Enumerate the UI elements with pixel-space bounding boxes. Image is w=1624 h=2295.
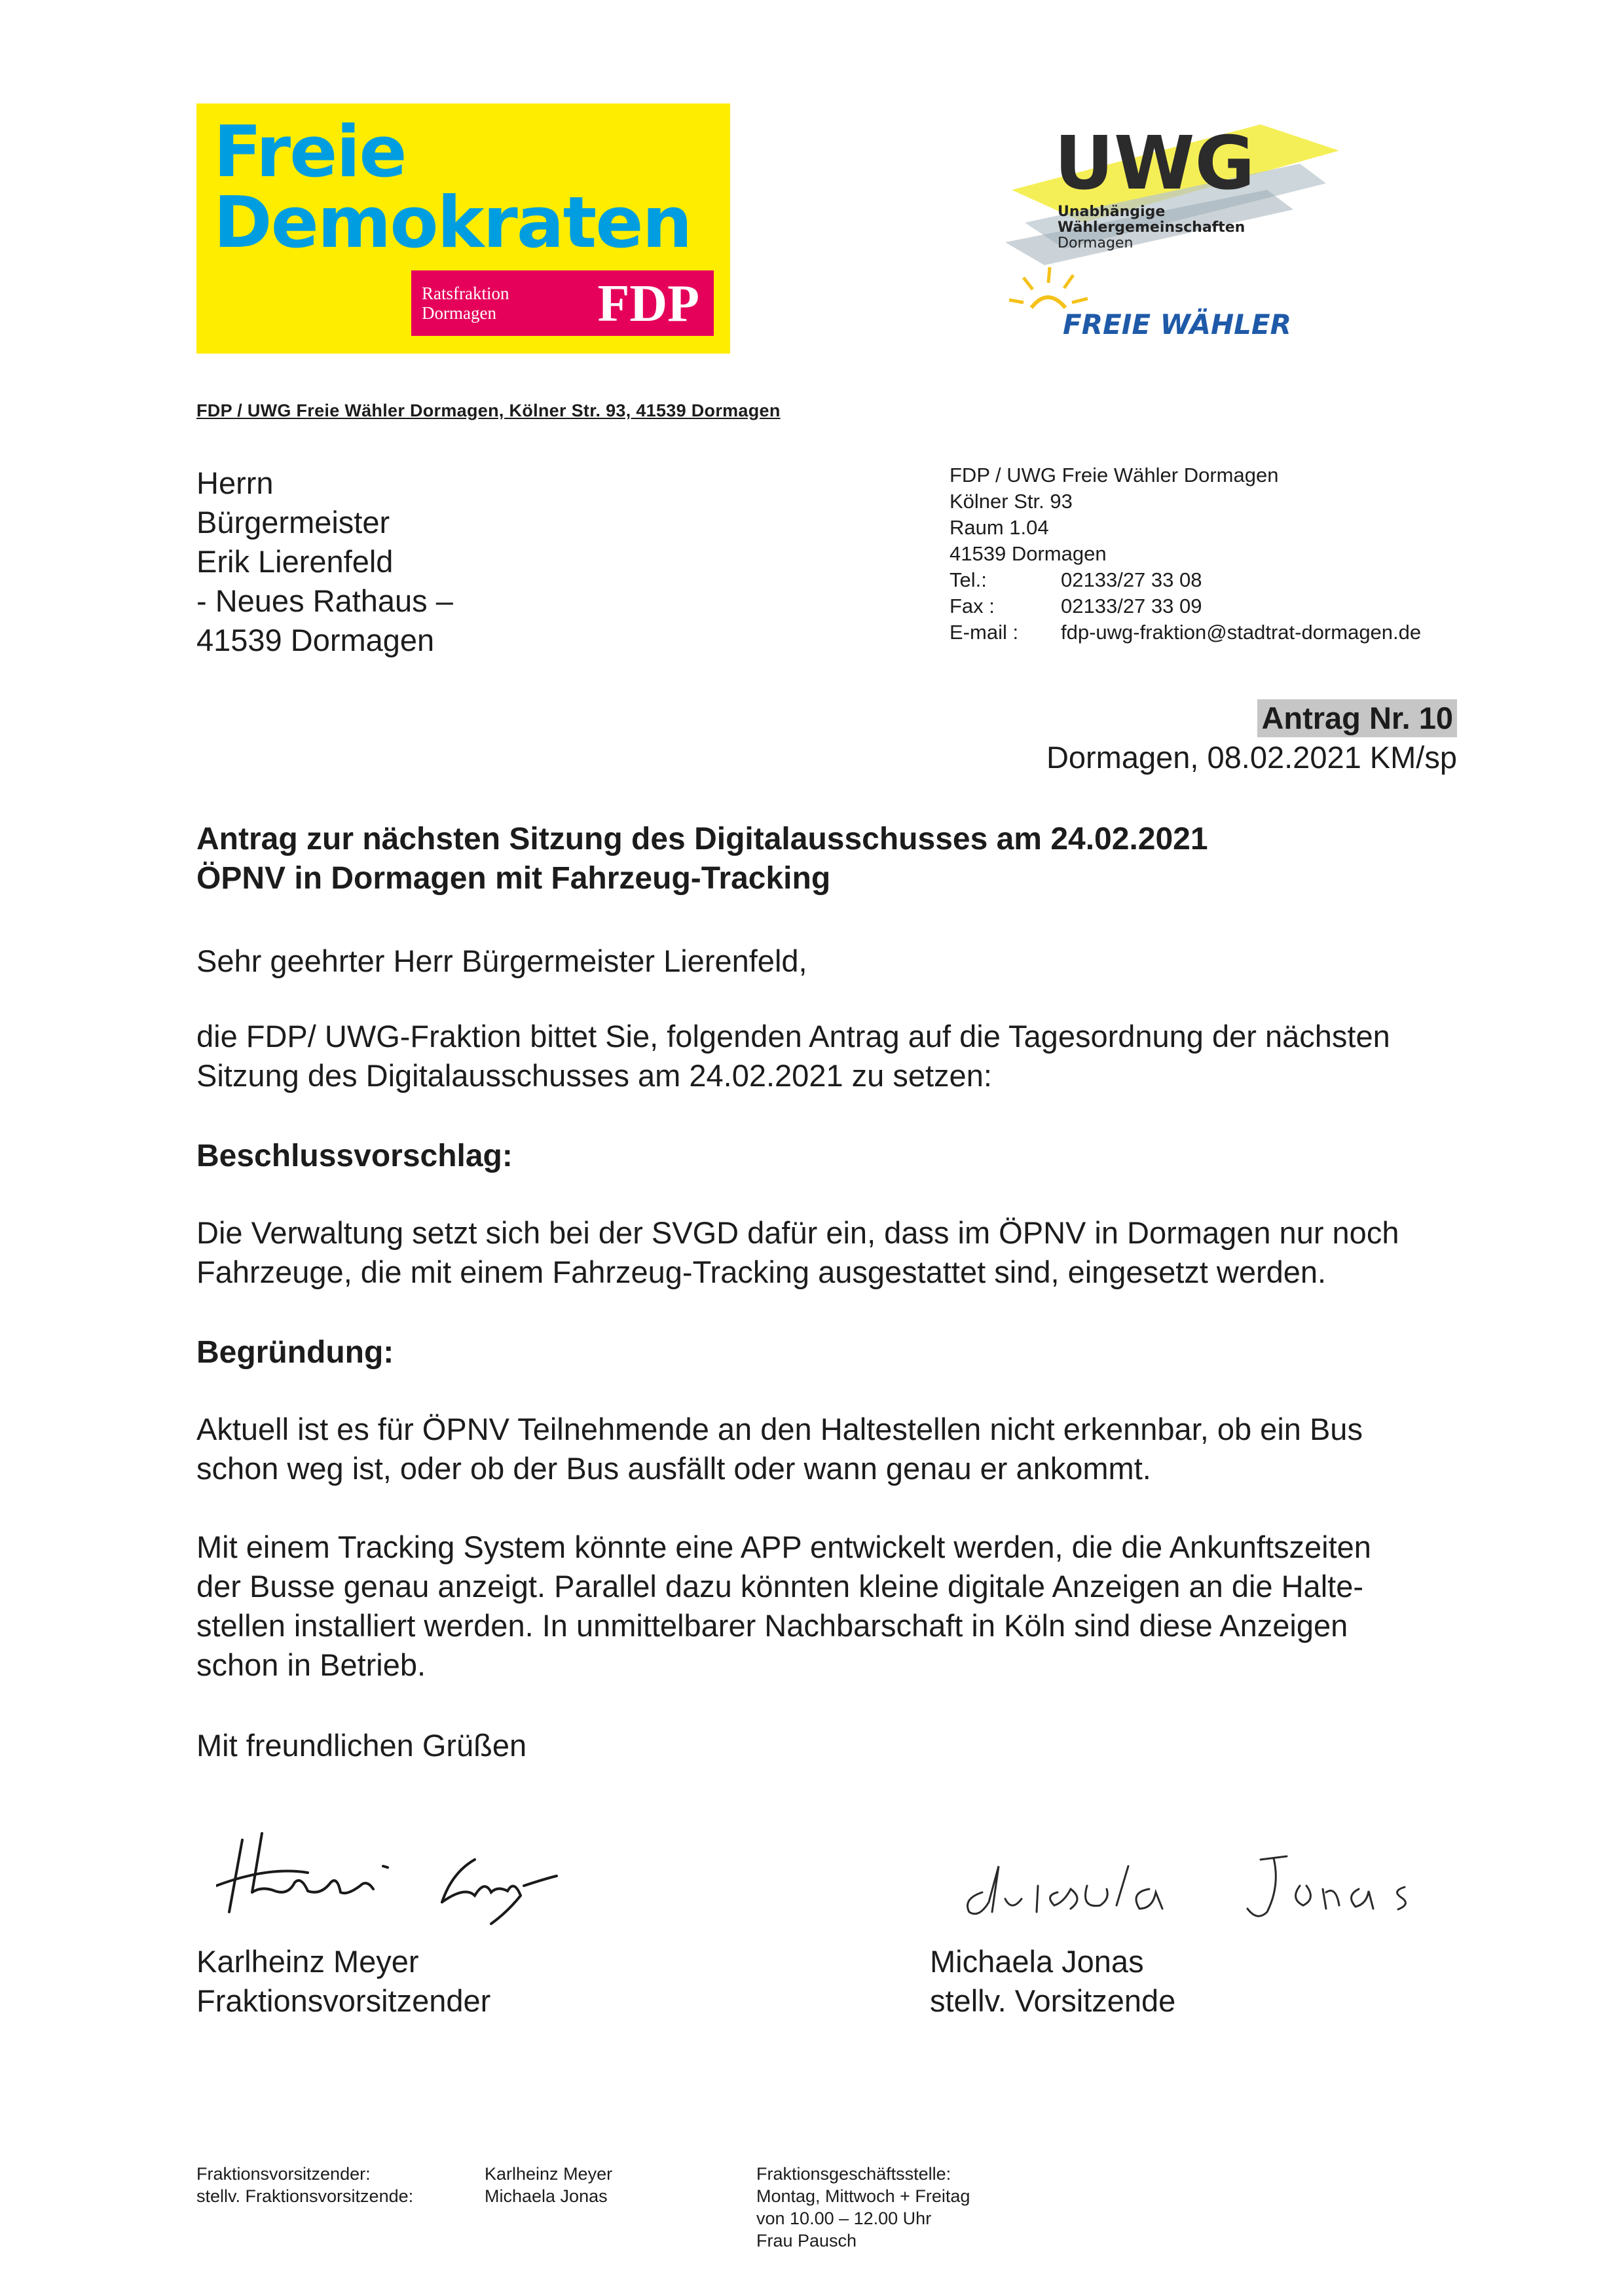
- intro-paragraph: die FDP/ UWG-Fraktion bittet Sie, folgenden Antrag auf die Tagesordnung der nächsten Sitzung des Digitalausschusses am 24.02.2021 zu setzen:: [196, 1019, 1390, 1093]
- fdp-logo-line1: Freie: [213, 111, 406, 193]
- begruendung-paragraph-2: Mit einem Tracking System könnte eine APP entwickelt werden, die die Ankunftszeiten der Busse genau anzeigt. Parallel dazu könnten kleine digitale Anzeigen an die Halte- stellen installiert werden. In unmittelbarer Nachbarschaft in Köln sind diese Anzeigen schon in Betrieb.: [196, 1530, 1371, 1682]
- recipient-address: Herrn Bürgermeister Erik Lierenfeld - Neues Rathaus – 41539 Dormagen: [196, 466, 453, 657]
- date-line: Dormagen, 08.02.2021 KM/sp: [1046, 740, 1457, 775]
- svg-text:Wählergemeinschaften: Wählergemeinschaften: [1058, 219, 1246, 236]
- signer-1: [196, 1942, 490, 2021]
- antrag-number: Antrag Nr. 10: [1257, 699, 1457, 737]
- signer-1-name: Karlheinz Meyer: [196, 1944, 419, 1979]
- salutation: Sehr geehrter Herr Bürgermeister Lierenfeld,: [196, 944, 807, 978]
- signature-jonas: [959, 1846, 1444, 1932]
- begruendung-paragraph-1: Aktuell ist es für ÖPNV Teilnehmende an den Haltestellen nicht erkennbar, ob ein Bus schon weg ist, oder ob der Bus ausfällt oder wann genau er ankommt.: [196, 1412, 1363, 1486]
- fdp-logo-box: [411, 270, 714, 336]
- fdp-logo-mark: FDP: [597, 275, 699, 333]
- svg-text:Dormagen: Dormagen: [1058, 235, 1134, 251]
- sender-line: FDP / UWG Freie Wähler Dormagen, Kölner Str. 93, 41539 Dormagen: [196, 401, 781, 420]
- sun-icon: [1009, 267, 1088, 308]
- fdp-logo: [196, 103, 730, 354]
- uwg-tagline: FREIE WÄHLER: [1063, 308, 1291, 340]
- signer-2: [930, 1942, 1175, 2021]
- office-email: fdp-uwg-fraktion@stadtrat-dormagen.de: [1061, 621, 1422, 644]
- beschluss-paragraph: Die Verwaltung setzt sich bei der SVGD dafür ein, dass im ÖPNV in Dormagen nur noch Fahrzeuge, die mit einem Fahrzeug-Tracking ausgestattet sind, eingesetzt werden.: [196, 1215, 1399, 1289]
- signer-1-role: Fraktionsvorsitzender: [196, 1983, 491, 2018]
- closing: Mit freundlichen Grüßen: [196, 1728, 527, 1763]
- uwg-mark: UWG: [1054, 121, 1255, 206]
- footer-col-3: Fraktionsgeschäftsstelle: Montag, Mittwoch + Freitag von 10.00 – 12.00 Uhr Frau Pausch: [756, 2164, 970, 2250]
- signer-2-name: Michaela Jonas: [930, 1944, 1144, 1979]
- signer-2-role: stellv. Vorsitzende: [930, 1983, 1176, 2018]
- uwg-logo: [986, 111, 1352, 354]
- office-address: FDP / UWG Freie Wähler Dormagen Kölner Str. 93 Raum 1.04 41539 Dormagen Tel.: 02133/27 33 08 Fax : 02133/27 33 09 E-mail : fdp-uwg-fraktion@stadtrat-dormagen.de: [950, 464, 1422, 644]
- svg-text:Unabhängige: Unabhängige: [1058, 204, 1166, 220]
- office-tel: 02133/27 33 08: [1061, 568, 1202, 591]
- footer-col-2: Karlheinz Meyer Michaela Jonas: [485, 2164, 613, 2206]
- fdp-logo-box-text: Ratsfraktion Dormagen: [422, 284, 509, 323]
- footer-col-1: Fraktionsvorsitzender: stellv. Fraktionsvorsitzende:: [196, 2164, 414, 2206]
- office-fax: 02133/27 33 09: [1061, 595, 1202, 617]
- beschluss-heading: Beschlussvorschlag:: [196, 1139, 513, 1173]
- subject: Antrag zur nächsten Sitzung des Digitalausschusses am 24.02.2021 ÖPNV in Dormagen mit Fahrzeug-Tracking: [196, 822, 1208, 896]
- signature-meyer: [216, 1814, 642, 1925]
- fdp-logo-line2: Demokraten: [213, 182, 692, 264]
- begruendung-heading: Begründung:: [196, 1335, 394, 1370]
